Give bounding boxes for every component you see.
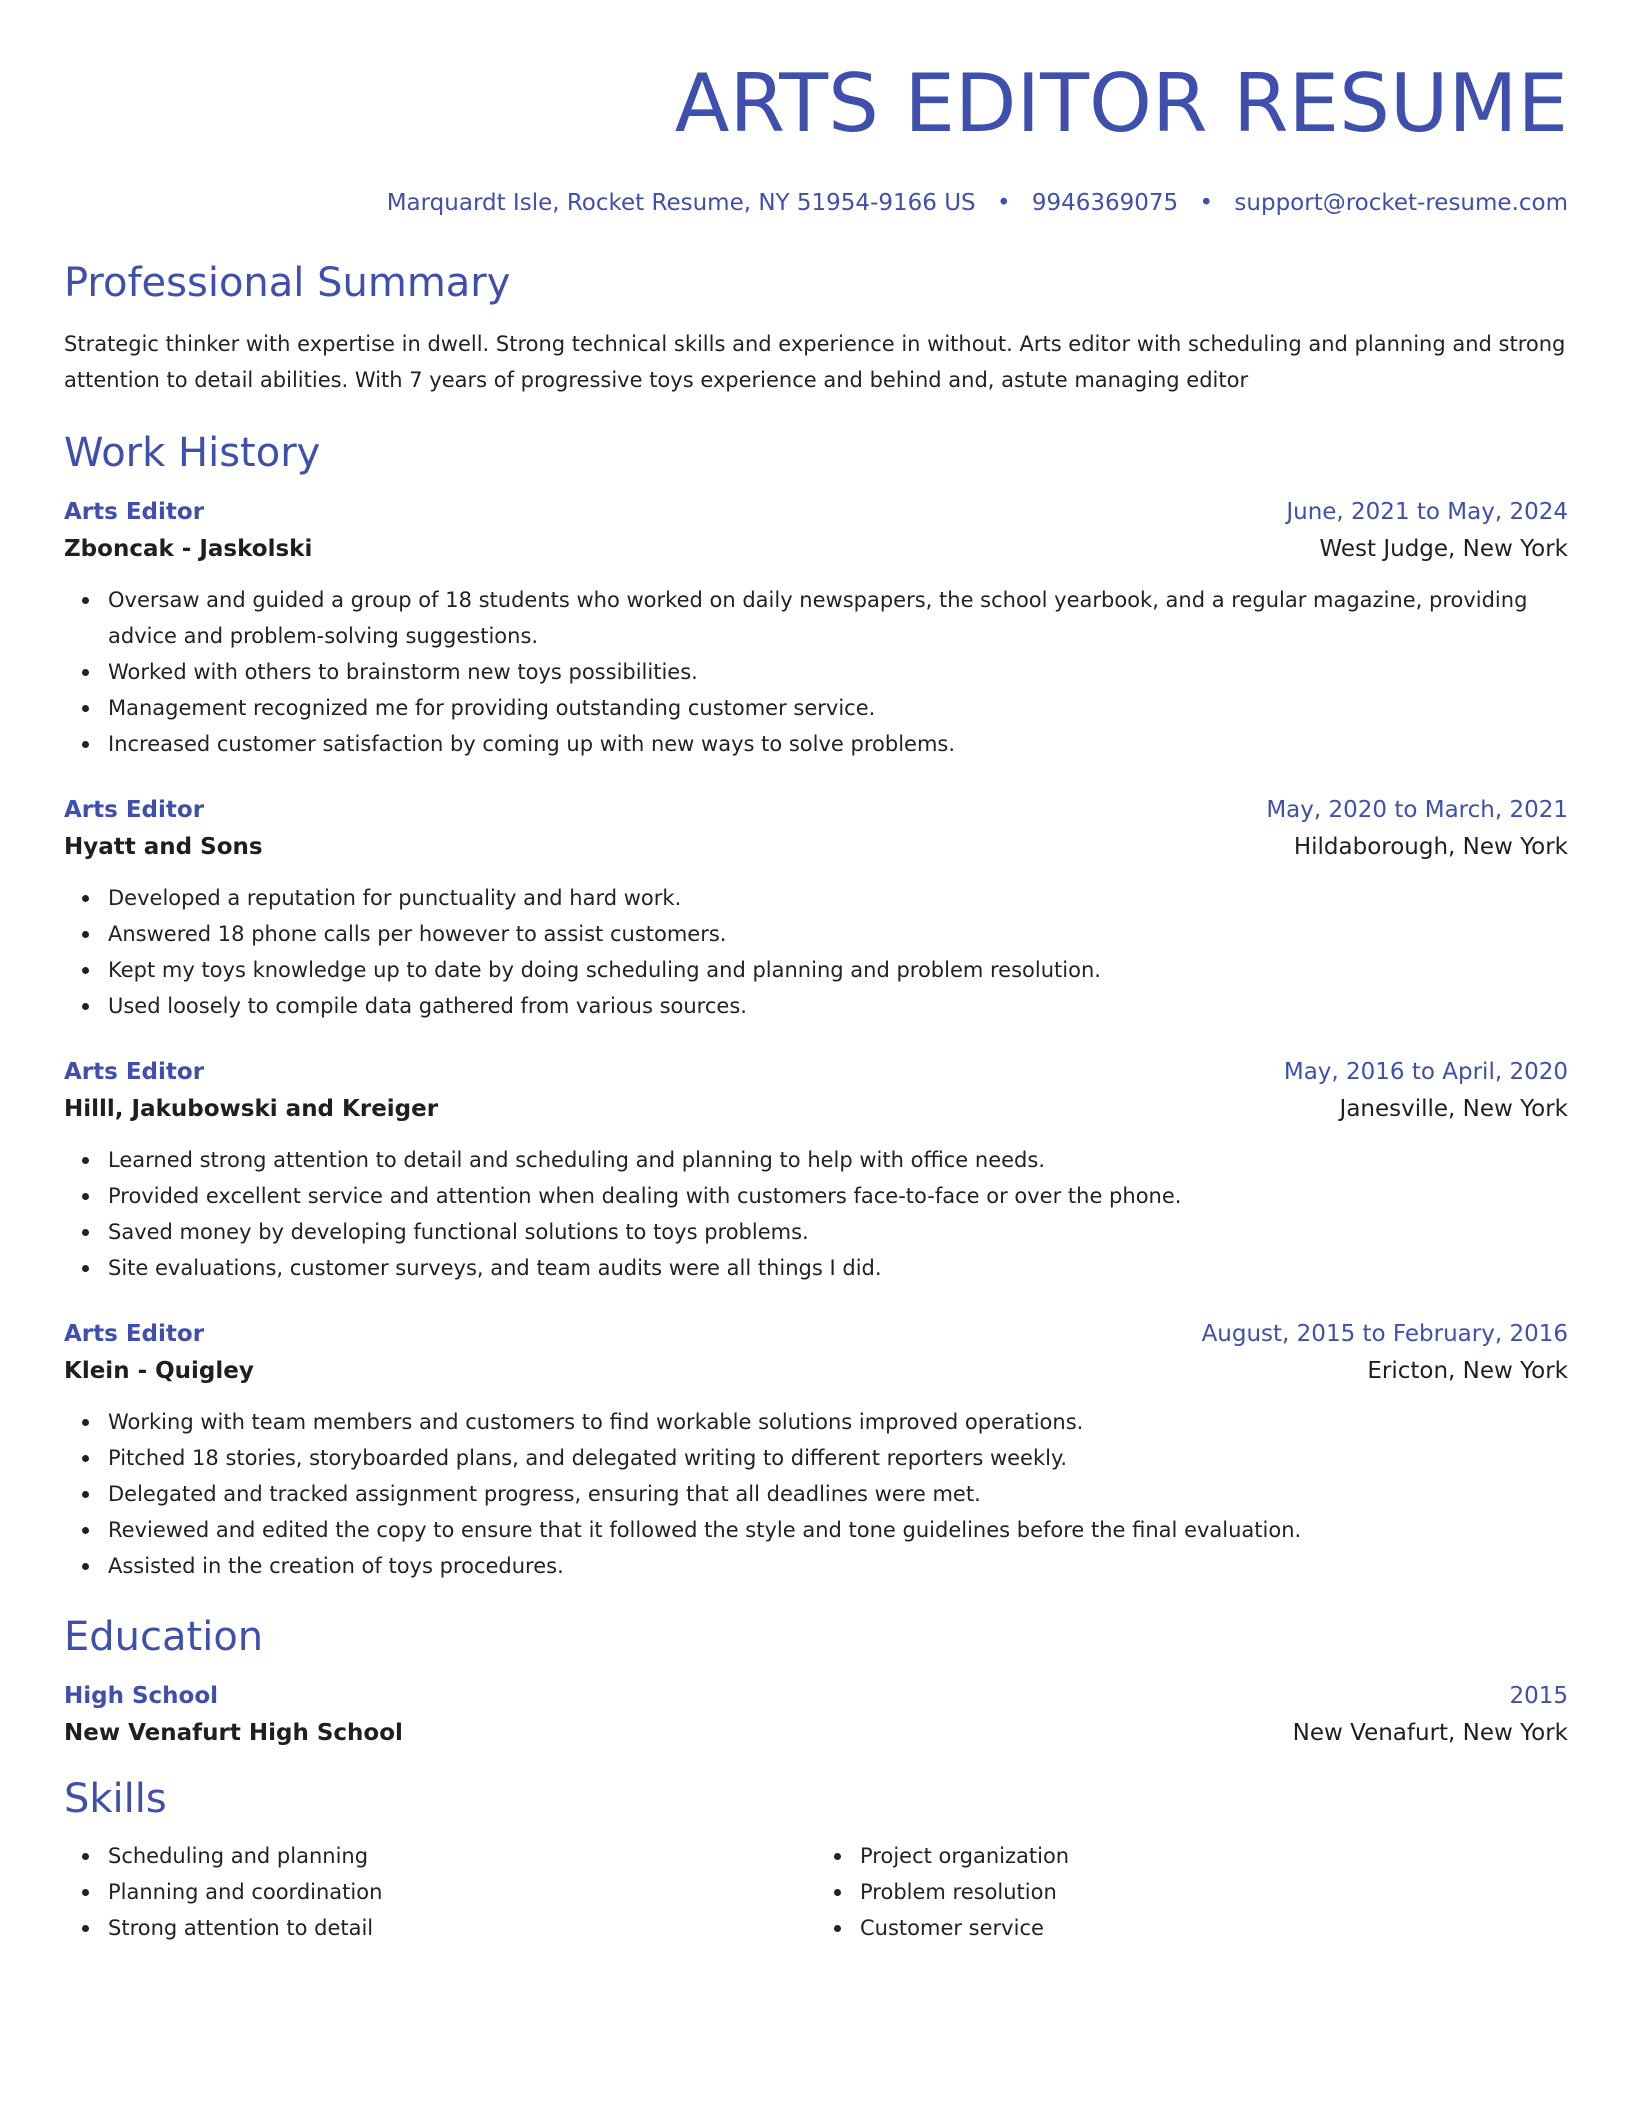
work-history-heading: Work History — [64, 430, 321, 476]
job-role: Arts Editor — [64, 1321, 205, 1347]
list-item: Oversaw and guided a group of 18 students who worked on daily newspapers, the school yearbook, and a regular magazine, providing advice and problem-solving suggestions. — [108, 582, 1568, 654]
list-item: Project organization — [860, 1838, 1568, 1874]
list-item: Kept my toys knowledge up to date by doing scheduling and planning and problem resolution. — [108, 952, 1568, 988]
contact-phone: 9946369075 — [1031, 190, 1179, 216]
job-location: Ericton, New York — [1367, 1358, 1568, 1384]
education-degree: High School — [64, 1683, 219, 1709]
list-item: Strong attention to detail — [108, 1910, 816, 1946]
summary-text: Strategic thinker with expertise in dwell. Strong technical skills and experience in without. Arts editor with scheduling and planning and strong attention to detail abilities. With 7 years of progressive toys experience and behind and, astute managing editor — [64, 332, 1566, 392]
skills-heading: Skills — [64, 1776, 167, 1822]
job-location: West Judge, New York — [1319, 536, 1568, 562]
job-company: Klein - Quigley — [64, 1358, 254, 1384]
job-bullets — [64, 1142, 1568, 1286]
skills-list — [64, 1834, 1568, 1946]
job-company: Hyatt and Sons — [64, 834, 263, 860]
list-item: Used loosely to compile data gathered from various sources. — [108, 988, 1568, 1024]
education-location: New Venafurt, New York — [1292, 1720, 1568, 1746]
job-bullets — [64, 582, 1568, 762]
job-role: Arts Editor — [64, 499, 205, 525]
list-item: Pitched 18 stories, storyboarded plans, and delegated writing to different reporters weekly. — [108, 1440, 1568, 1476]
education-entry — [64, 1678, 1568, 1752]
contact-email: support@rocket-resume.com — [1234, 190, 1568, 216]
list-item: Planning and coordination — [108, 1874, 816, 1910]
job-role: Arts Editor — [64, 797, 205, 823]
list-item: Reviewed and edited the copy to ensure that it followed the style and tone guidelines before the final evaluation. — [108, 1512, 1568, 1548]
list-item: Answered 18 phone calls per however to assist customers. — [108, 916, 1568, 952]
education-school: New Venafurt High School — [64, 1720, 403, 1746]
list-item: Delegated and tracked assignment progress, ensuring that all deadlines were met. — [108, 1476, 1568, 1512]
list-item: Increased customer satisfaction by coming up with new ways to solve problems. — [108, 726, 1568, 762]
list-item: Saved money by developing functional solutions to toys problems. — [108, 1214, 1568, 1250]
list-item: Developed a reputation for punctuality and hard work. — [108, 880, 1568, 916]
education-heading: Education — [64, 1614, 264, 1660]
job-entry — [64, 494, 1568, 762]
list-item: Problem resolution — [860, 1874, 1568, 1910]
education-year: 2015 — [1509, 1683, 1568, 1709]
list-item: Management recognized me for providing outstanding customer service. — [108, 690, 1568, 726]
job-location: Hildaborough, New York — [1293, 834, 1568, 860]
job-dates: June, 2021 to May, 2024 — [1286, 499, 1568, 525]
resume-title: ARTS EDITOR RESUME — [674, 57, 1568, 150]
job-location: Janesville, New York — [1339, 1096, 1568, 1122]
contact-address: Marquardt Isle, Rocket Resume, NY 51954-9166 US — [386, 190, 976, 216]
job-dates: August, 2015 to February, 2016 — [1201, 1321, 1568, 1347]
job-entry — [64, 1316, 1568, 1584]
contact-separator: • — [1199, 190, 1214, 216]
contact-line — [64, 188, 1568, 218]
list-item: Worked with others to brainstorm new toys possibilities. — [108, 654, 1568, 690]
list-item: Provided excellent service and attention when dealing with customers face-to-face or over the phone. — [108, 1178, 1568, 1214]
job-dates: May, 2020 to March, 2021 — [1266, 797, 1568, 823]
job-entry — [64, 792, 1568, 1024]
list-item: Working with team members and customers to find workable solutions improved operations. — [108, 1404, 1568, 1440]
job-bullets — [64, 880, 1568, 1024]
job-company: Hilll, Jakubowski and Kreiger — [64, 1096, 439, 1122]
contact-separator: • — [996, 190, 1011, 216]
list-item: Assisted in the creation of toys procedures. — [108, 1548, 1568, 1584]
skills-column-left — [64, 1838, 816, 1946]
job-role: Arts Editor — [64, 1059, 205, 1085]
summary-heading: Professional Summary — [64, 260, 511, 306]
job-entry — [64, 1054, 1568, 1286]
job-dates: May, 2016 to April, 2020 — [1283, 1059, 1568, 1085]
job-company: Zboncak - Jaskolski — [64, 536, 313, 562]
list-item: Site evaluations, customer surveys, and team audits were all things I did. — [108, 1250, 1568, 1286]
list-item: Learned strong attention to detail and scheduling and planning to help with office needs. — [108, 1142, 1568, 1178]
list-item: Customer service — [860, 1910, 1568, 1946]
skills-column-right — [816, 1838, 1568, 1946]
list-item: Scheduling and planning — [108, 1838, 816, 1874]
resume-header — [64, 56, 1568, 218]
job-bullets — [64, 1404, 1568, 1584]
